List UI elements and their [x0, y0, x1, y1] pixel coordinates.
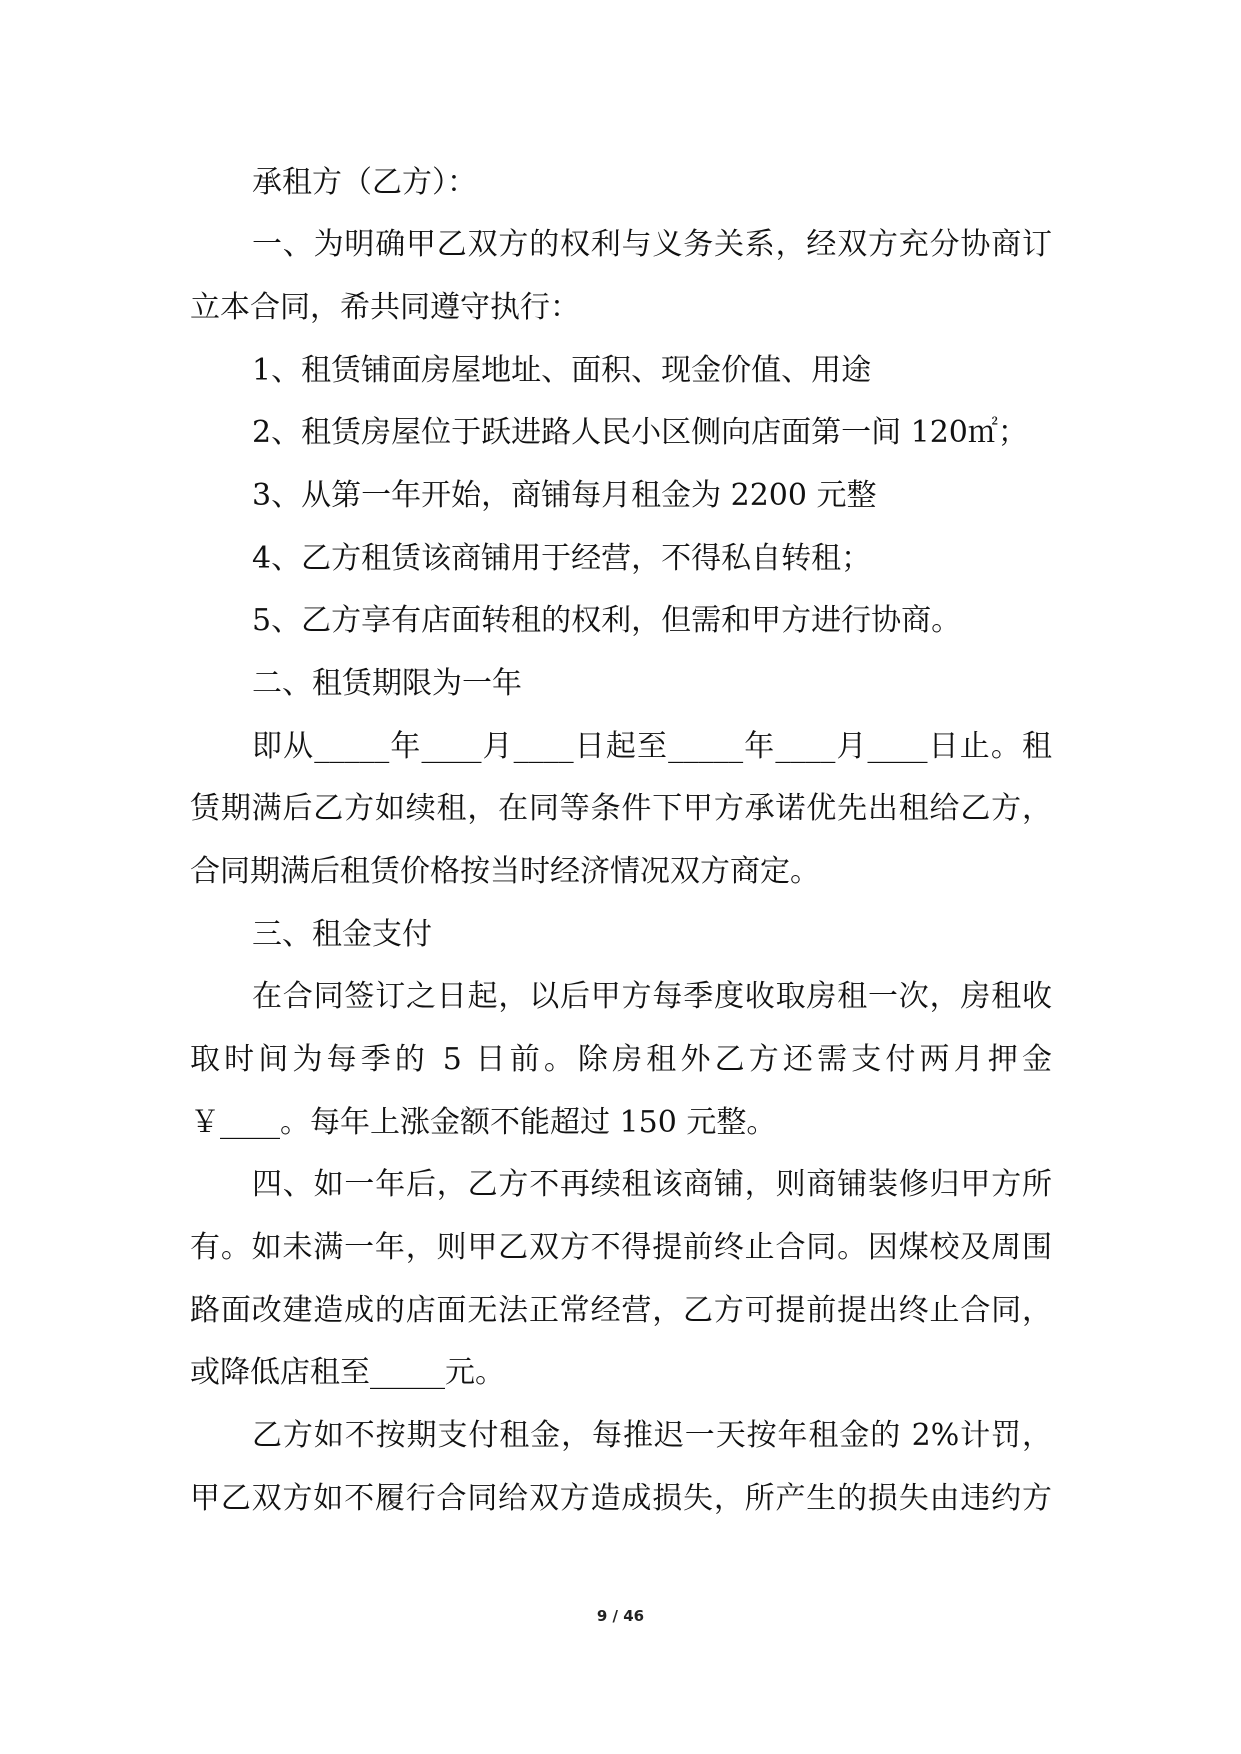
paragraph-line: 有。如未满一年，则甲乙双方不得提前终止合同。因煤校及周围 [190, 1230, 1052, 1265]
paragraph-line: 赁期满后乙方如续租，在同等条件下甲方承诺优先出租给乙方， [190, 791, 1052, 826]
paragraph-line: 甲乙双方如不履行合同给双方造成损失，所产生的损失由违约方 [190, 1481, 1052, 1516]
paragraph-line: 或降低店租至_____元。 [190, 1355, 505, 1390]
section-one-heading: 一、为明确甲乙双方的权利与义务关系，经双方充分协商订 [252, 227, 1052, 262]
section-four-heading: 四、如一年后，乙方不再续租该商铺，则商铺装修归甲方所 [252, 1167, 1052, 1202]
clause-2: 2、租赁房屋位于跃进路人民小区侧向店面第一间 120㎡； [252, 415, 1028, 450]
clause-5: 5、乙方享有店面转租的权利，但需和甲方进行协商。 [252, 603, 962, 638]
paragraph-line: 立本合同，希共同遵守执行： [190, 290, 580, 325]
paragraph-line: 取时间为每季的 5 日前。除房租外乙方还需支付两月押金 [190, 1042, 1052, 1077]
clause-3: 3、从第一年开始，商铺每月租金为 2200 元整 [252, 478, 877, 513]
clause-4: 4、乙方租赁该商铺用于经营，不得私自转租； [252, 541, 872, 576]
paragraph-line: 在合同签订之日起，以后甲方每季度收取房租一次，房租收 [252, 979, 1052, 1014]
page-number: 9 / 46 [596, 1607, 645, 1625]
paragraph-line: ￥____。每年上涨金额不能超过 150 元整。 [190, 1105, 777, 1140]
party-b-line: 承租方（乙方）： [252, 165, 477, 200]
paragraph-line: 乙方如不按期支付租金，每推迟一天按年租金的 2%计罚， [252, 1418, 1052, 1453]
clause-1: 1、租赁铺面房屋地址、面积、现金价值、用途 [252, 353, 872, 388]
paragraph-line: 即从_____年____月____日起至_____年____月____日止。租 [252, 729, 1052, 764]
section-two-heading: 二、租赁期限为一年 [252, 666, 522, 701]
paragraph-line: 路面改建造成的店面无法正常经营，乙方可提前提出终止合同， [190, 1293, 1052, 1328]
section-three-heading: 三、租金支付 [252, 917, 432, 952]
paragraph-line: 合同期满后租赁价格按当时经济情况双方商定。 [190, 854, 820, 889]
